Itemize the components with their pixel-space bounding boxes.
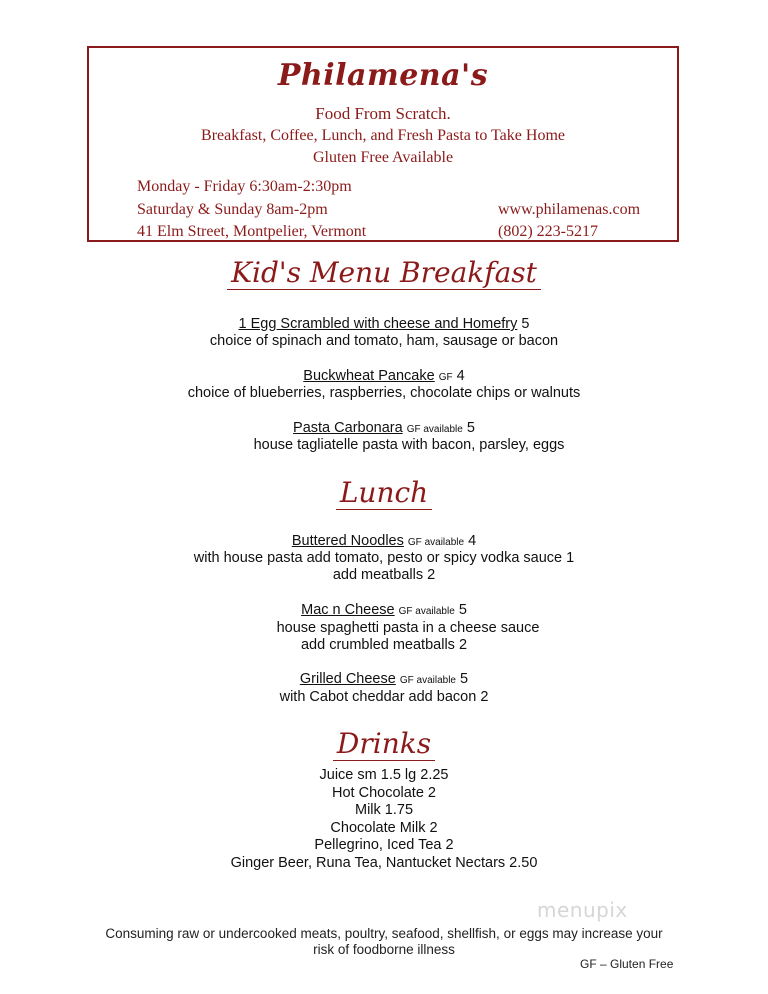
disclaimer-line-2: risk of foodborne illness <box>313 942 455 957</box>
item-name: Grilled Cheese <box>299 671 396 687</box>
brand-logo: Philamena's <box>277 58 489 93</box>
gf-tag: GF available <box>406 424 463 435</box>
item-desc: choice of spinach and tomato, ham, sausage or bacon <box>209 333 559 349</box>
menu-item <box>0 671 768 687</box>
gf-tag: GF available <box>407 537 465 548</box>
address: 41 Elm Street, Montpelier, Vermont <box>137 223 367 240</box>
gf-tag: GF available <box>398 606 455 617</box>
menu-item <box>0 602 768 618</box>
menu-item <box>0 533 768 549</box>
drink-item: Milk 1.75 <box>354 802 414 818</box>
item-desc: with house pasta add tomato, pesto or spicy vodka sauce 1 <box>193 550 575 566</box>
tagline: Food From Scratch. <box>315 104 451 123</box>
section-title-drinks: Drinks <box>0 727 768 760</box>
hours-weekday: Monday - Friday 6:30am-2:30pm <box>137 178 352 195</box>
drink-item: Ginger Beer, Runa Tea, Nantucket Nectars 2.50 <box>230 855 538 871</box>
item-name: Buckwheat Pancake <box>303 368 435 384</box>
item-price: 5 <box>458 602 467 618</box>
item-desc: choice of blueberries, raspberries, chocolate chips or walnuts <box>187 385 581 401</box>
menu-item <box>0 420 768 436</box>
menu-item <box>0 368 768 384</box>
drink-item: Pellegrino, Iced Tea 2 <box>314 837 454 853</box>
hours-weekend: Saturday & Sunday 8am-2pm <box>137 201 328 218</box>
website: www.philamenas.com <box>498 201 641 218</box>
drink-item: Hot Chocolate 2 <box>332 785 436 801</box>
item-price: 4 <box>456 368 465 384</box>
gluten-note: Gluten Free Available <box>312 149 454 166</box>
item-name: 1 Egg Scrambled with cheese and Homefry <box>238 316 518 332</box>
item-name: Buttered Noodles <box>291 533 404 549</box>
menu-item <box>0 316 768 332</box>
drink-item: Chocolate Milk 2 <box>330 820 438 836</box>
disclaimer-line-1: Consuming raw or undercooked meats, poultry, seafood, shellfish, or eggs may increase your <box>105 926 663 941</box>
phone: (802) 223-5217 <box>498 223 598 240</box>
item-name: Pasta Carbonara <box>293 420 403 436</box>
item-price: 5 <box>521 316 530 332</box>
drink-item: Juice sm 1.5 lg 2.25 <box>319 767 449 783</box>
item-price: 4 <box>468 533 477 549</box>
section-title-lunch: Lunch <box>0 476 768 509</box>
gf-legend: GF – Gluten Free <box>580 957 674 971</box>
item-price: 5 <box>466 420 475 436</box>
item-desc: with Cabot cheddar add bacon 2 <box>279 689 489 705</box>
item-desc: add crumbled meatballs 2 <box>300 637 468 653</box>
section-title-breakfast: Kid's Menu Breakfast <box>0 256 768 289</box>
item-price: 5 <box>460 671 469 687</box>
gf-tag: GF available <box>399 675 456 686</box>
gf-tag: GF <box>438 372 453 383</box>
item-desc: house tagliatelle pasta with bacon, parsley, eggs <box>253 437 565 453</box>
item-desc: house spaghetti pasta in a cheese sauce <box>276 620 540 636</box>
watermark: menupix <box>537 898 628 922</box>
item-name: Mac n Cheese <box>301 602 395 618</box>
header-box <box>87 46 679 242</box>
subtitle: Breakfast, Coffee, Lunch, and Fresh Pasta to Take Home <box>201 127 565 144</box>
item-desc: add meatballs 2 <box>332 567 436 583</box>
